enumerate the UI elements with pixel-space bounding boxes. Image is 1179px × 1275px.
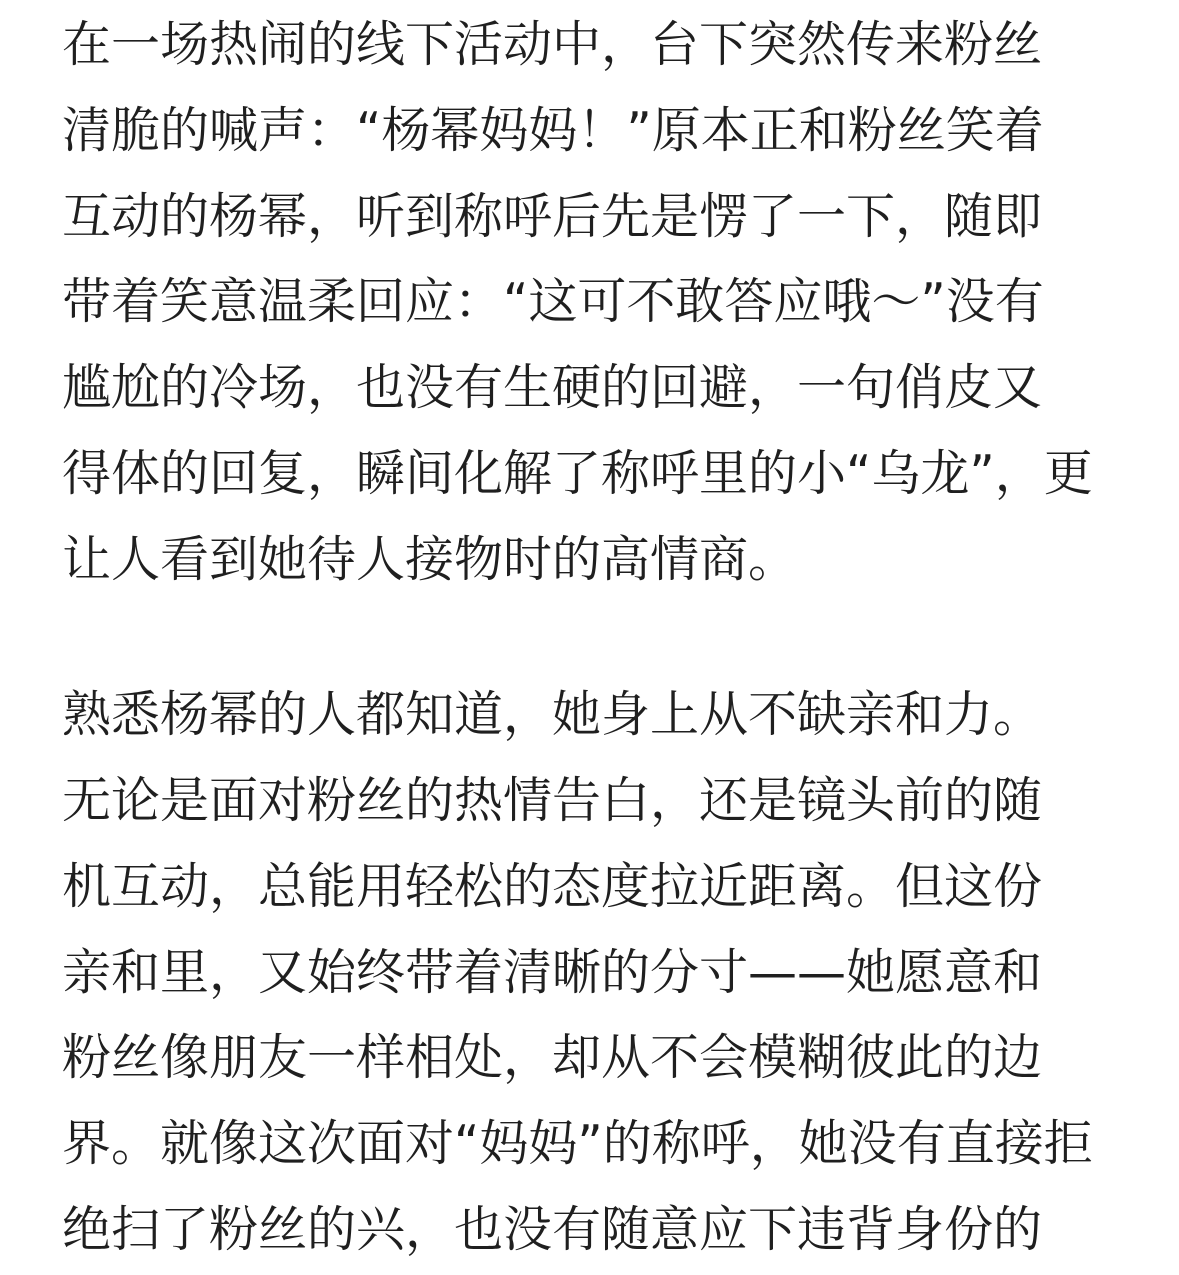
text-line: 带着笑意温柔回应：“这可不敢答应哦～”没有 bbox=[62, 273, 1044, 330]
text-line: 让人看到她待人接物时的高情商。 bbox=[62, 531, 798, 588]
text-line: 亲和里，又始终带着清晰的分寸——她愿意和 bbox=[62, 944, 1043, 1001]
text-line: 尴尬的冷场，也没有生硬的回避，一句俏皮又 bbox=[62, 359, 1043, 416]
text-line: 机互动，总能用轻松的态度拉近距离。但这份 bbox=[62, 858, 1043, 915]
text-line: 在一场热闹的线下活动中，台下突然传来粉丝 bbox=[62, 16, 1043, 73]
text-line: 熟悉杨幂的人都知道，她身上从不缺亲和力。 bbox=[62, 686, 1043, 743]
text-line: 绝扫了粉丝的兴，也没有随意应下违背身份的 bbox=[62, 1201, 1043, 1258]
text-line: 粉丝像朋友一样相处，却从不会模糊彼此的边 bbox=[62, 1029, 1043, 1086]
text-line: 互动的杨幂，听到称呼后先是愣了一下，随即 bbox=[62, 188, 1043, 245]
text-line: 得体的回复，瞬间化解了称呼里的小“乌龙”，更 bbox=[62, 445, 1093, 502]
text-line: 界。就像这次面对“妈妈”的称呼，她没有直接拒 bbox=[62, 1115, 1093, 1172]
text-line: 清脆的喊声：“杨幂妈妈！”原本正和粉丝笑着 bbox=[62, 102, 1044, 159]
text-line: 无论是面对粉丝的热情告白，还是镜头前的随 bbox=[62, 772, 1043, 829]
